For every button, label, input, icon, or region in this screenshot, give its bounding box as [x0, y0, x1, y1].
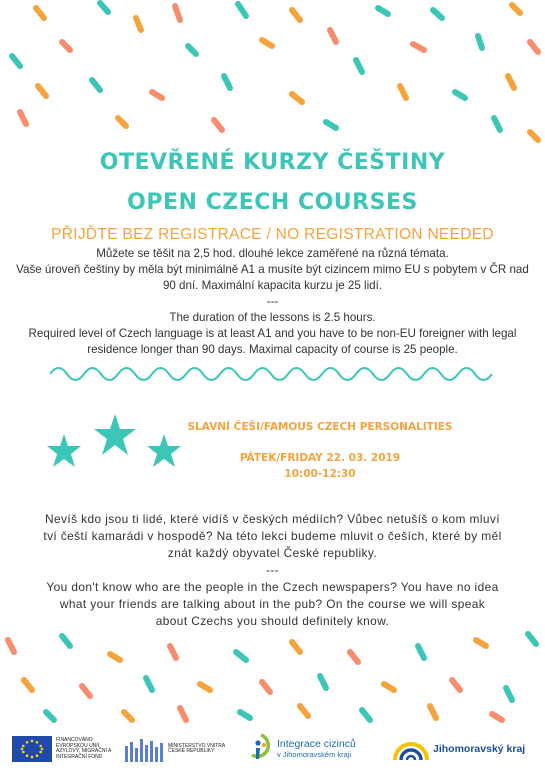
info-en-line: Required level of Czech language is at least A1 and you have to be non-EU foreigner with legal [28, 327, 517, 340]
desc-cz-line: Nevíš kdo jsou ti lidé, které vidíš v českých médiích? Vůbec netušíš o kom mluví [45, 512, 500, 526]
title-english: OPEN CZECH COURSES [127, 190, 418, 215]
wave-divider [50, 364, 495, 384]
event-topic: SLAVNÍ ČEŠI/FAMOUS CZECH PERSONALITIES [187, 421, 453, 433]
eu-logo [12, 736, 114, 762]
integrace-logo [248, 733, 356, 763]
info-cz-line: Můžete se těšit na 2,5 hod. dlouhé lekce zaměřené na různá témata. [96, 247, 449, 260]
ministry-icon [124, 736, 164, 762]
event-time: 10:00-12:30 [284, 468, 356, 480]
integrace-subtitle: v Jihomoravském kraji [277, 749, 352, 759]
jihomoravsky-kraj-text: Jihomoravský kraj [433, 743, 526, 755]
desc-cz-line: tví čeští kamarádi v hospodě? Na této lekci budeme mluvit o češích, které by měl [43, 529, 502, 543]
event-date: PÁTEK/FRIDAY 22. 03. 2019 [239, 452, 401, 464]
sponsor-footer [0, 728, 545, 772]
desc-en-line: what your friends are talking about in the pub? On the course we will speak [59, 597, 486, 611]
integrace-title: Integrace cizinců [277, 737, 356, 750]
info-separator: --- [266, 295, 279, 308]
ministry-logo [124, 736, 226, 762]
star-icon [47, 434, 81, 467]
desc-separator: --- [265, 563, 280, 577]
integrace-icon [248, 733, 274, 763]
title-czech: OTEVŘENÉ KURZY ČEŠTINY [99, 150, 446, 175]
desc-cz-line: znát každý obyvatel České republiky. [167, 546, 378, 560]
desc-en-line: You don't know who are the people in the Czech newspapers? You have no idea [46, 580, 499, 594]
course-info [0, 246, 545, 358]
info-cz-line: 90 dní. Maximální kapacita kurzu je 25 lidí. [162, 279, 383, 292]
eu-fund-text: FINANCOVÁNO EVROPSKOU UNIÍ AZYLOVÝ, MIGRAČNÍ A INTEGRAČNÍ FOND [56, 737, 112, 760]
registration-subtitle: PŘIJĎTE BEZ REGISTRACE / NO REGISTRATION NEEDED [51, 226, 494, 243]
star-icon [94, 414, 136, 455]
info-cz-line: Vaše úroveň češtiny by měla být minimálně A1 a musíte být cizincem mimo EU s pobytem v ČR nad [16, 263, 529, 276]
info-en-line: The duration of the lessons is 2.5 hours. [169, 311, 376, 324]
jihomoravsky-kraj-icon [392, 734, 430, 764]
lesson-description [40, 511, 505, 630]
desc-en-line: about Czechs you should definitely know. [155, 614, 390, 628]
eu-flag-icon [12, 736, 52, 762]
info-en-line: residence longer than 90 days. Maximal capacity of course is 25 people. [87, 343, 458, 356]
ministry-text: MINISTERSTVO VNITRA ČESKÉ REPUBLIKY [168, 742, 225, 754]
jihomoravsky-kraj-logo [392, 734, 525, 764]
stars-decoration [40, 412, 190, 482]
